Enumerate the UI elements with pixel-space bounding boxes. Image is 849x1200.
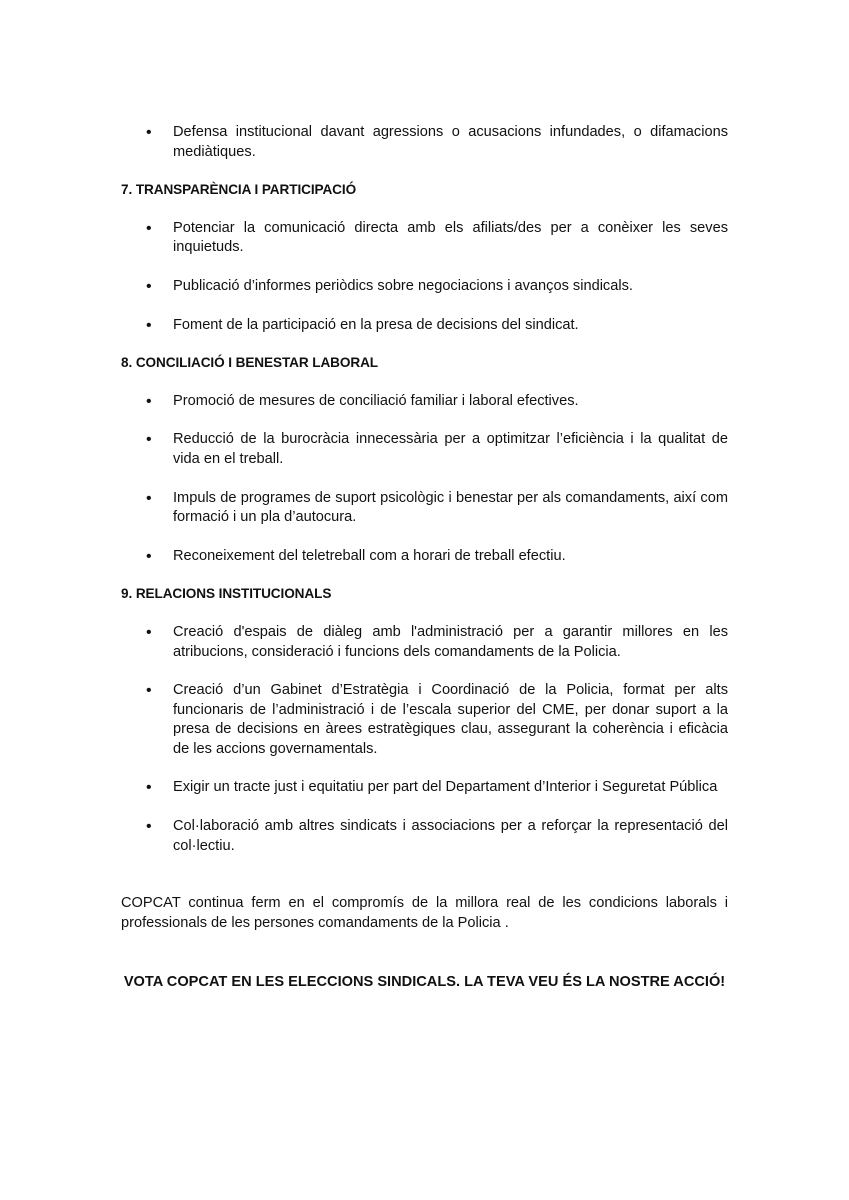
list-item: • Potenciar la comunicació directa amb els afiliats/des per a conèixer les seves inquietuds.: [121, 219, 728, 258]
section-heading-institutional: 9. RELACIONS INSTITUCIONALS: [121, 586, 332, 602]
slogan: VOTA COPCAT EN LES ELECCIONS SINDICALS. LA TEVA VEU ÉS LA NOSTRE ACCIÓ!: [123, 974, 726, 991]
list-item: • Publicació d’informes periòdics sobre negociacions i avanços sindicals.: [121, 277, 728, 297]
list-item: • Promoció de mesures de conciliació familiar i laboral efectives.: [121, 392, 728, 412]
list-item: • Creació d’un Gabinet d’Estratègia i Coordinació de la Policia, format per alts funcionaris de l’administració i de l’escala superior del CME, per donar suport a la presa de decisions en àrees estratègiques clau, assegurant la coherència i eficàcia de les accions governamentals.: [121, 681, 728, 759]
list-item: • Col·laboració amb altres sindicats i associacions per a reforçar la representació del col·lectiu.: [121, 817, 728, 856]
document-body: [121, 123, 728, 993]
section-8-list: [121, 392, 728, 567]
section-7-list: [121, 219, 728, 335]
list-item: • Exigir un tracte just i equitatiu per part del Departament d’Interior i Seguretat Pública: [121, 778, 728, 798]
section-9-list: [121, 623, 728, 856]
section-heading-transparency: 7. TRANSPARÈNCIA I PARTICIPACIÓ: [121, 182, 357, 198]
list-item: • Reducció de la burocràcia innecessària per a optimitzar l’eficiència i la qualitat de vida en el treball.: [121, 430, 728, 469]
section-heading-conciliation: 8. CONCILIACIÓ I BENESTAR LABORAL: [121, 355, 378, 371]
top-bullet-list: [121, 123, 728, 162]
closing-paragraph: COPCAT continua ferm en el compromís de la millora real de les condicions laborals i professionals de les persones comandaments de la Policia .: [121, 895, 728, 931]
list-item: • Reconeixement del teletreball com a horari de treball efectiu.: [121, 547, 728, 567]
list-item: • Impuls de programes de suport psicològic i benestar per als comandaments, així com formació i un pla d’autocura.: [121, 489, 728, 528]
list-item: • Defensa institucional davant agressions o acusacions infundades, o difamacions mediàtiques.: [121, 123, 728, 162]
list-item: • Foment de la participació en la presa de decisions del sindicat.: [121, 316, 728, 336]
list-item: • Creació d'espais de diàleg amb l'administració per a garantir millores en les atribucions, consideració i funcions dels comandaments de la Policia.: [121, 623, 728, 662]
